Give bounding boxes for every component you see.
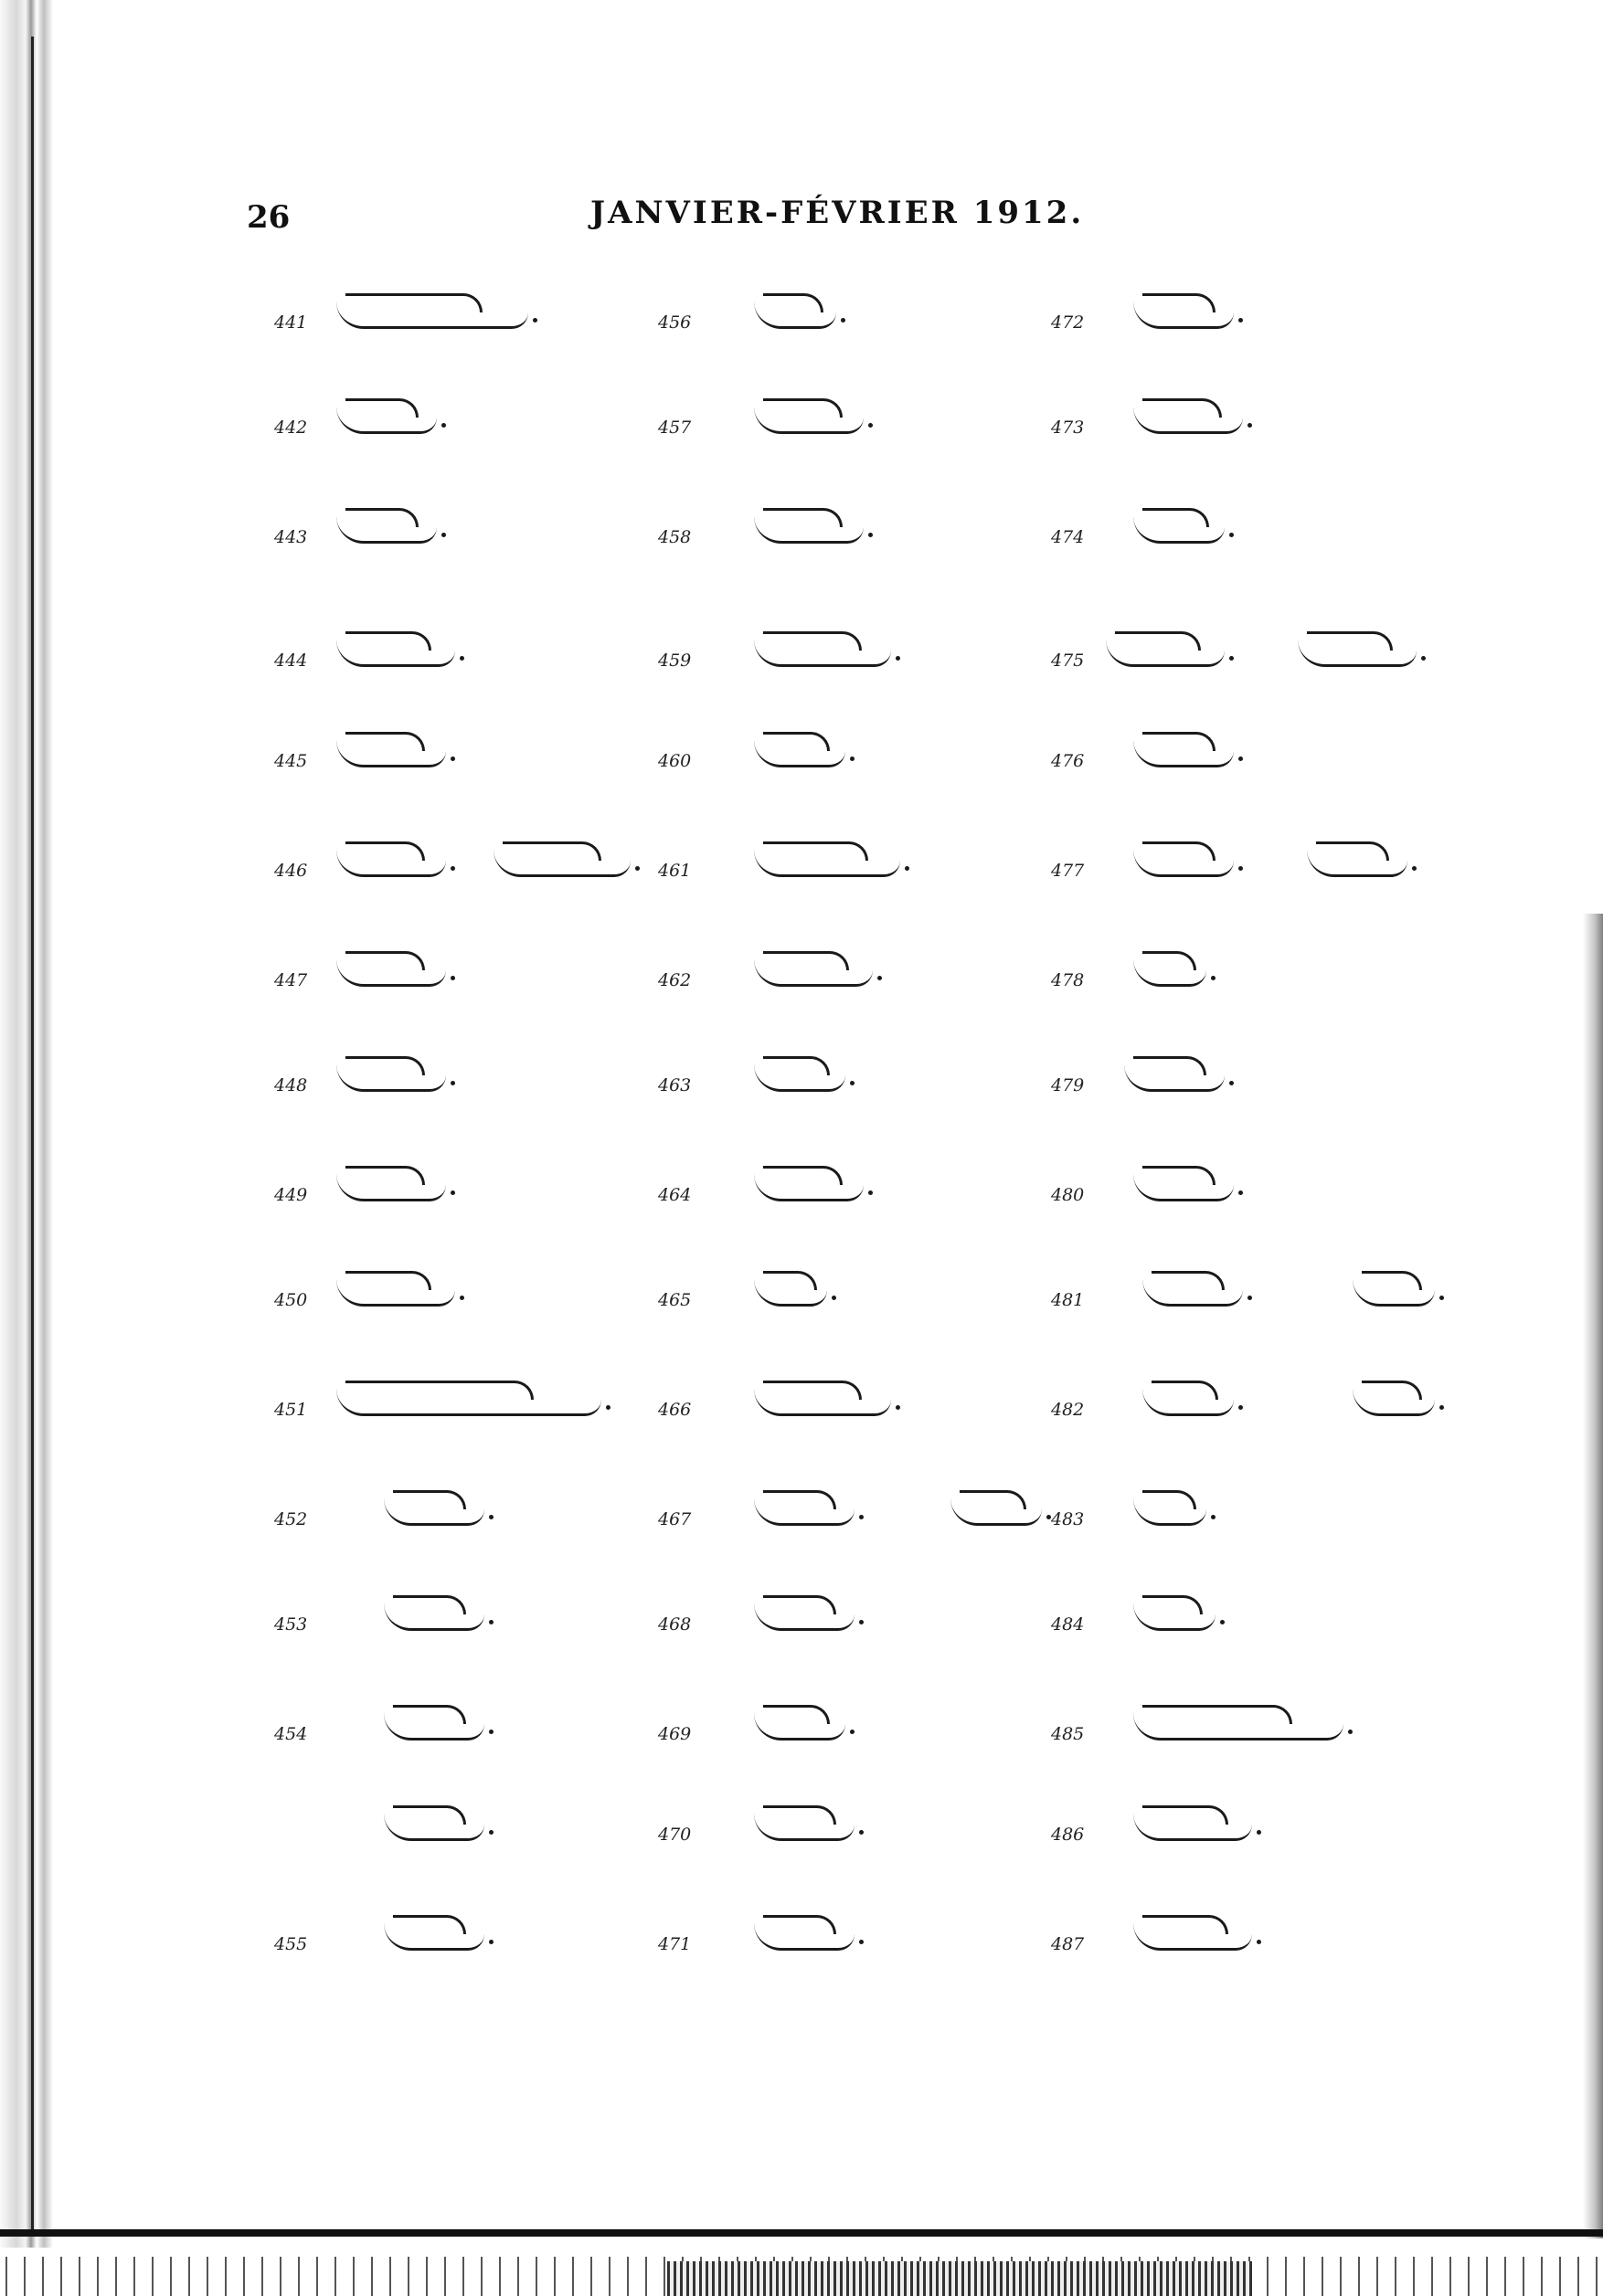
entry-number: 460	[658, 751, 692, 771]
tibetan-word	[1133, 395, 1243, 434]
tibetan-word	[336, 504, 437, 544]
entry-471	[658, 1905, 950, 1960]
tibetan-word	[1133, 1701, 1343, 1741]
entry-number: 441	[274, 312, 308, 333]
entry-number: 447	[274, 970, 308, 990]
entry-number: 486	[1051, 1825, 1085, 1845]
entry-number: 461	[658, 861, 692, 881]
entry-455	[274, 1905, 567, 1960]
entry-number: 468	[658, 1614, 692, 1635]
tibetan-word	[336, 838, 446, 877]
entry-454-variant	[274, 1795, 567, 1850]
tibetan-word	[1142, 1377, 1234, 1416]
tibetan-word	[336, 1053, 446, 1092]
entry-number: 448	[274, 1075, 308, 1095]
entry-number: 478	[1051, 970, 1085, 990]
spine-rule	[31, 37, 34, 2229]
entry-469	[658, 1695, 950, 1750]
tibetan-word	[1106, 628, 1225, 667]
entry-number: 444	[274, 651, 308, 671]
scan-bottom-rule	[0, 2229, 1603, 2237]
page-edge-shadow	[1583, 914, 1603, 2238]
tibetan-word	[384, 1592, 484, 1631]
entry-number: 474	[1051, 527, 1085, 547]
entry-462	[658, 941, 950, 996]
tibetan-word	[336, 395, 437, 434]
entry-465	[658, 1261, 950, 1316]
tibetan-word	[1133, 1162, 1234, 1201]
entry-473	[1051, 388, 1343, 443]
entry-442	[274, 388, 567, 443]
entry-478	[1051, 941, 1343, 996]
tibetan-word-variant	[950, 1487, 1042, 1526]
tibetan-word	[1133, 1592, 1216, 1631]
tibetan-word-variant	[494, 838, 631, 877]
entry-number: 473	[1051, 418, 1085, 438]
entry-number: 449	[274, 1185, 308, 1205]
entry-number: 442	[274, 418, 308, 438]
entry-448	[274, 1046, 567, 1101]
entry-number: 471	[658, 1934, 692, 1954]
tibetan-word	[754, 947, 873, 987]
scan-bottom-strip-dark	[667, 2261, 1252, 2296]
tibetan-word	[754, 1911, 855, 1951]
entry-476	[1051, 722, 1343, 777]
entry-468	[658, 1585, 950, 1640]
tibetan-word	[336, 1162, 446, 1201]
entry-number: 446	[274, 861, 308, 881]
tibetan-word	[1133, 728, 1234, 767]
entry-number: 484	[1051, 1614, 1085, 1635]
tibetan-word	[336, 628, 455, 667]
entry-456	[658, 283, 950, 338]
tibetan-word	[754, 1377, 891, 1416]
entry-474	[1051, 498, 1343, 553]
entry-454	[274, 1695, 567, 1750]
tibetan-word	[754, 290, 836, 329]
entry-453	[274, 1585, 567, 1640]
tibetan-word	[336, 290, 528, 329]
tibetan-word	[754, 1701, 845, 1741]
entry-466	[658, 1370, 950, 1425]
entry-number: 475	[1051, 651, 1085, 671]
tibetan-word	[1142, 1267, 1243, 1307]
entry-460	[658, 722, 950, 777]
tibetan-word	[384, 1911, 484, 1951]
book-spine-shadow	[0, 0, 53, 2248]
tibetan-word	[1133, 1802, 1252, 1841]
entry-number: 472	[1051, 312, 1085, 333]
entry-459	[658, 621, 950, 676]
entry-number: 443	[274, 527, 308, 547]
entry-number: 457	[658, 418, 692, 438]
entry-number: 476	[1051, 751, 1085, 771]
entry-number: 464	[658, 1185, 692, 1205]
entry-467	[658, 1480, 1060, 1535]
entry-number: 477	[1051, 861, 1085, 881]
entry-443	[274, 498, 567, 553]
entry-441	[274, 283, 567, 338]
entry-458	[658, 498, 950, 553]
tibetan-word-variant	[1353, 1267, 1435, 1307]
running-head: JANVIER-FÉVRIER 1912.	[590, 195, 1085, 231]
tibetan-word	[384, 1802, 484, 1841]
entry-number: 480	[1051, 1185, 1085, 1205]
entry-480	[1051, 1156, 1343, 1211]
entry-464	[658, 1156, 950, 1211]
tibetan-word	[754, 395, 864, 434]
tibetan-word	[754, 1487, 855, 1526]
entry-482	[1051, 1370, 1471, 1425]
tibetan-word	[336, 947, 446, 987]
entry-number: 452	[274, 1509, 308, 1529]
entry-number: 483	[1051, 1509, 1085, 1529]
page-number: 26	[247, 199, 291, 236]
entry-number: 458	[658, 527, 692, 547]
tibetan-word	[754, 628, 891, 667]
entry-470	[658, 1795, 950, 1850]
entry-445	[274, 722, 567, 777]
entry-457	[658, 388, 950, 443]
tibetan-word	[1133, 504, 1225, 544]
entry-number: 456	[658, 312, 692, 333]
entry-number: 454	[274, 1724, 308, 1744]
entry-463	[658, 1046, 950, 1101]
entry-487	[1051, 1905, 1343, 1960]
entry-number: 465	[658, 1290, 692, 1310]
entry-447	[274, 941, 567, 996]
tibetan-word	[1133, 290, 1234, 329]
entry-481	[1051, 1261, 1471, 1316]
entry-number: 487	[1051, 1934, 1085, 1954]
entry-number: 450	[274, 1290, 308, 1310]
tibetan-word	[754, 838, 900, 877]
tibetan-word	[384, 1701, 484, 1741]
tibetan-word	[754, 1802, 855, 1841]
tibetan-word	[336, 1267, 455, 1307]
entry-number: 470	[658, 1825, 692, 1845]
tibetan-word	[1124, 1053, 1225, 1092]
tibetan-word	[336, 1377, 601, 1416]
entry-number: 463	[658, 1075, 692, 1095]
entry-number: 469	[658, 1724, 692, 1744]
entry-446	[274, 831, 658, 886]
tibetan-word	[754, 728, 845, 767]
entry-number: 451	[274, 1400, 308, 1420]
entry-number: 445	[274, 751, 308, 771]
entry-452	[274, 1480, 567, 1535]
entry-number: 467	[658, 1509, 692, 1529]
entry-number: 481	[1051, 1290, 1085, 1310]
entry-449	[274, 1156, 567, 1211]
entry-451	[274, 1370, 621, 1425]
tibetan-word	[384, 1487, 484, 1526]
tibetan-word-variant	[1298, 628, 1417, 667]
entry-number: 479	[1051, 1075, 1085, 1095]
entry-450	[274, 1261, 567, 1316]
entry-number: 485	[1051, 1724, 1085, 1744]
tibetan-word	[1133, 1911, 1252, 1951]
tibetan-word	[754, 1592, 855, 1631]
entry-number: 462	[658, 970, 692, 990]
entry-number: 455	[274, 1934, 308, 1954]
entry-number: 453	[274, 1614, 308, 1635]
entry-444	[274, 621, 567, 676]
tibetan-word	[1133, 838, 1234, 877]
entry-number: 459	[658, 651, 692, 671]
entry-472	[1051, 283, 1343, 338]
tibetan-word	[754, 1267, 827, 1307]
entry-485	[1051, 1695, 1417, 1750]
entry-483	[1051, 1480, 1343, 1535]
entry-number: 466	[658, 1400, 692, 1420]
tibetan-word	[754, 504, 864, 544]
entry-477	[1051, 831, 1471, 886]
tibetan-word	[1133, 1487, 1206, 1526]
entry-number: 482	[1051, 1400, 1085, 1420]
entry-486	[1051, 1795, 1343, 1850]
entry-479	[1051, 1046, 1343, 1101]
entry-475	[1051, 621, 1471, 676]
tibetan-word	[1133, 947, 1206, 987]
tibetan-word-variant	[1353, 1377, 1435, 1416]
entry-484	[1051, 1585, 1343, 1640]
tibetan-word-variant	[1307, 838, 1407, 877]
tibetan-word	[754, 1162, 864, 1201]
tibetan-word	[336, 728, 446, 767]
entry-461	[658, 831, 950, 886]
tibetan-word	[754, 1053, 845, 1092]
